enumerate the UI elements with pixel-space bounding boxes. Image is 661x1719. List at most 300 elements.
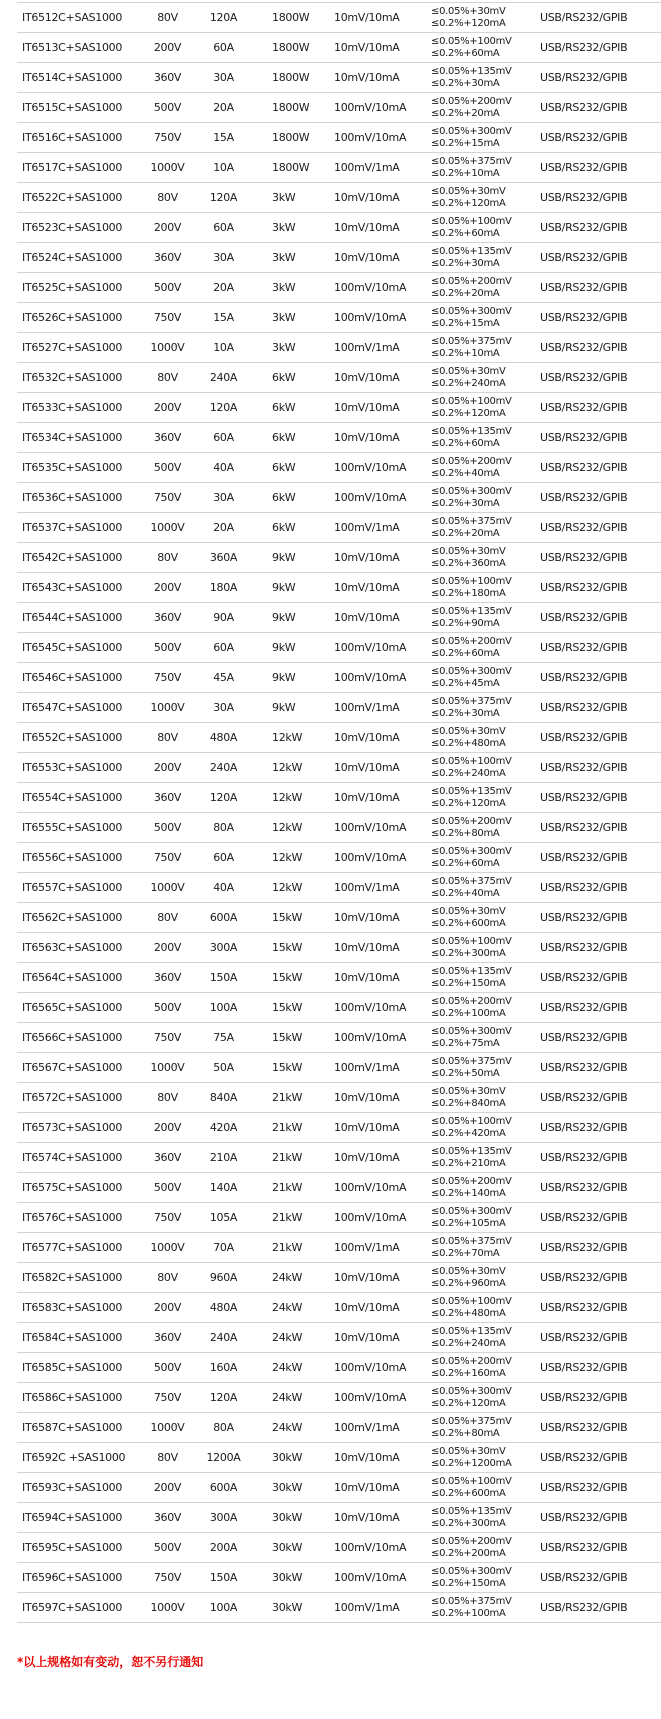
cell-accuracy	[431, 66, 540, 90]
cell-voltage: 500V	[153, 461, 182, 474]
cell-display: 100mV/10mA	[334, 671, 407, 684]
cell-power: 3kW	[272, 341, 296, 354]
accuracy-line: ≤0.2%+10mA	[431, 167, 500, 179]
table-row	[17, 32, 661, 62]
cell-display: 100mV/10mA	[334, 1541, 407, 1554]
accuracy-line: ≤0.2%+80mA	[431, 827, 500, 839]
cell-voltage: 200V	[153, 221, 182, 234]
cell-current: 420A	[209, 1121, 238, 1134]
accuracy-line: ≤0.05%+135mV	[431, 785, 512, 797]
cell-current: 300A	[209, 941, 238, 954]
cell-power: 30kW	[272, 1571, 303, 1584]
accuracy-line: ≤0.2%+240mA	[431, 377, 506, 389]
cell-power: 24kW	[272, 1361, 303, 1374]
cell-voltage: 200V	[153, 401, 182, 414]
cell-current: 160A	[209, 1361, 238, 1374]
cell-power: 12kW	[272, 881, 303, 894]
cell-accuracy	[431, 1596, 540, 1620]
cell-display: 10mV/10mA	[334, 1121, 400, 1134]
cell-voltage: 360V	[153, 791, 182, 804]
cell-model: IT6564C+SAS1000	[22, 971, 123, 984]
cell-power: 1800W	[272, 161, 310, 174]
cell-power: 1800W	[272, 101, 310, 114]
spec-table	[17, 2, 661, 1623]
cell-model: IT6584C+SAS1000	[22, 1331, 123, 1344]
cell-model: IT6592C +SAS1000	[22, 1451, 126, 1464]
cell-power: 30kW	[272, 1541, 303, 1554]
cell-model: IT6557C+SAS1000	[22, 881, 123, 894]
accuracy-line: ≤0.05%+30mV	[431, 1445, 506, 1457]
accuracy-line: ≤0.05%+375mV	[431, 155, 512, 167]
accuracy-line: ≤0.05%+375mV	[431, 1595, 512, 1607]
cell-power: 6kW	[272, 431, 296, 444]
table-row	[17, 542, 661, 572]
cell-current: 90A	[213, 611, 234, 624]
cell-display: 10mV/10mA	[334, 1091, 400, 1104]
cell-model: IT6562C+SAS1000	[22, 911, 123, 924]
accuracy-line: ≤0.05%+300mV	[431, 1565, 512, 1577]
cell-display: 100mV/10mA	[334, 1361, 407, 1374]
cell-model: IT6597C+SAS1000	[22, 1601, 123, 1614]
cell-voltage: 360V	[153, 1511, 182, 1524]
cell-power: 3kW	[272, 311, 296, 324]
cell-voltage: 1000V	[150, 1241, 185, 1254]
table-row	[17, 602, 661, 632]
accuracy-line: ≤0.05%+100mV	[431, 755, 512, 767]
table-row	[17, 212, 661, 242]
cell-voltage: 360V	[153, 611, 182, 624]
cell-current: 140A	[209, 1181, 238, 1194]
cell-current: 480A	[209, 731, 238, 744]
cell-display: 100mV/1mA	[334, 521, 400, 534]
accuracy-line: ≤0.2%+40mA	[431, 467, 500, 479]
table-row	[17, 2, 661, 32]
cell-interface: USB/RS232/GPIB	[540, 101, 628, 114]
accuracy-line: ≤0.05%+30mV	[431, 365, 506, 377]
accuracy-line: ≤0.05%+200mV	[431, 815, 512, 827]
cell-power: 30kW	[272, 1481, 303, 1494]
cell-display: 10mV/10mA	[334, 551, 400, 564]
cell-interface: USB/RS232/GPIB	[540, 1181, 628, 1194]
accuracy-line: ≤0.05%+30mV	[431, 725, 506, 737]
cell-voltage: 80V	[157, 1451, 178, 1464]
table-row	[17, 572, 661, 602]
cell-current: 75A	[213, 1031, 234, 1044]
cell-accuracy	[431, 216, 540, 240]
accuracy-line: ≤0.05%+100mV	[431, 575, 512, 587]
accuracy-line: ≤0.05%+30mV	[431, 1265, 506, 1277]
cell-display: 100mV/10mA	[334, 101, 407, 114]
cell-current: 20A	[213, 521, 234, 534]
table-row	[17, 272, 661, 302]
cell-power: 9kW	[272, 671, 296, 684]
cell-interface: USB/RS232/GPIB	[540, 761, 628, 774]
cell-display: 10mV/10mA	[334, 1271, 400, 1284]
cell-current: 80A	[213, 1421, 234, 1434]
cell-current: 120A	[209, 191, 238, 204]
cell-display: 10mV/10mA	[334, 1301, 400, 1314]
cell-voltage: 1000V	[150, 521, 185, 534]
cell-accuracy	[431, 1056, 540, 1080]
cell-display: 10mV/10mA	[334, 401, 400, 414]
accuracy-line: ≤0.2%+120mA	[431, 1397, 506, 1409]
cell-accuracy	[431, 546, 540, 570]
accuracy-line: ≤0.05%+375mV	[431, 335, 512, 347]
accuracy-line: ≤0.05%+135mV	[431, 1145, 512, 1157]
cell-power: 30kW	[272, 1451, 303, 1464]
cell-current: 150A	[209, 1571, 238, 1584]
accuracy-line: ≤0.2%+60mA	[431, 857, 500, 869]
cell-display: 10mV/10mA	[334, 971, 400, 984]
accuracy-line: ≤0.2%+140mA	[431, 1187, 506, 1199]
cell-model: IT6583C+SAS1000	[22, 1301, 123, 1314]
cell-power: 9kW	[272, 701, 296, 714]
cell-accuracy	[431, 756, 540, 780]
cell-interface: USB/RS232/GPIB	[540, 1211, 628, 1224]
accuracy-line: ≤0.2%+30mA	[431, 77, 500, 89]
cell-interface: USB/RS232/GPIB	[540, 911, 628, 924]
cell-model: IT6526C+SAS1000	[22, 311, 123, 324]
cell-model: IT6525C+SAS1000	[22, 281, 123, 294]
cell-accuracy	[431, 246, 540, 270]
cell-voltage: 200V	[153, 761, 182, 774]
accuracy-line: ≤0.2%+70mA	[431, 1247, 500, 1259]
cell-voltage: 80V	[157, 1091, 178, 1104]
cell-model: IT6572C+SAS1000	[22, 1091, 123, 1104]
cell-accuracy	[431, 6, 540, 30]
cell-model: IT6536C+SAS1000	[22, 491, 123, 504]
table-row	[17, 1562, 661, 1592]
cell-accuracy	[431, 366, 540, 390]
cell-voltage: 1000V	[150, 1061, 185, 1074]
cell-power: 6kW	[272, 521, 296, 534]
accuracy-line: ≤0.05%+300mV	[431, 845, 512, 857]
cell-accuracy	[431, 876, 540, 900]
cell-interface: USB/RS232/GPIB	[540, 41, 628, 54]
accuracy-line: ≤0.05%+200mV	[431, 95, 512, 107]
table-row	[17, 1112, 661, 1142]
accuracy-line: ≤0.05%+300mV	[431, 665, 512, 677]
cell-model: IT6545C+SAS1000	[22, 641, 123, 654]
accuracy-line: ≤0.05%+30mV	[431, 185, 506, 197]
cell-voltage: 500V	[153, 1001, 182, 1014]
cell-accuracy	[431, 156, 540, 180]
table-row	[17, 92, 661, 122]
cell-voltage: 200V	[153, 581, 182, 594]
spec-change-footnote: *以上规格如有变动，恕不另行通知	[17, 1655, 204, 1669]
cell-accuracy	[431, 1356, 540, 1380]
cell-display: 100mV/1mA	[334, 881, 400, 894]
cell-current: 15A	[213, 131, 234, 144]
cell-interface: USB/RS232/GPIB	[540, 1571, 628, 1584]
table-row	[17, 902, 661, 932]
cell-power: 15kW	[272, 971, 303, 984]
accuracy-line: ≤0.05%+200mV	[431, 1175, 512, 1187]
cell-interface: USB/RS232/GPIB	[540, 1451, 628, 1464]
cell-current: 360A	[209, 551, 238, 564]
cell-display: 100mV/1mA	[334, 1241, 400, 1254]
cell-interface: USB/RS232/GPIB	[540, 1061, 628, 1074]
table-row	[17, 332, 661, 362]
cell-interface: USB/RS232/GPIB	[540, 1391, 628, 1404]
cell-accuracy	[431, 126, 540, 150]
cell-interface: USB/RS232/GPIB	[540, 1511, 628, 1524]
cell-display: 10mV/10mA	[334, 11, 400, 24]
cell-interface: USB/RS232/GPIB	[540, 671, 628, 684]
cell-model: IT6566C+SAS1000	[22, 1031, 123, 1044]
accuracy-line: ≤0.2%+30mA	[431, 707, 500, 719]
cell-model: IT6553C+SAS1000	[22, 761, 123, 774]
cell-interface: USB/RS232/GPIB	[540, 161, 628, 174]
cell-display: 10mV/10mA	[334, 1481, 400, 1494]
accuracy-line: ≤0.05%+30mV	[431, 1085, 506, 1097]
cell-model: IT6555C+SAS1000	[22, 821, 123, 834]
table-row	[17, 302, 661, 332]
cell-power: 12kW	[272, 731, 303, 744]
cell-display: 100mV/10mA	[334, 461, 407, 474]
cell-voltage: 500V	[153, 1541, 182, 1554]
cell-interface: USB/RS232/GPIB	[540, 791, 628, 804]
cell-display: 10mV/10mA	[334, 1451, 400, 1464]
cell-accuracy	[431, 606, 540, 630]
cell-accuracy	[431, 996, 540, 1020]
cell-model: IT6514C+SAS1000	[22, 71, 123, 84]
cell-voltage: 80V	[157, 1271, 178, 1284]
cell-current: 15A	[213, 311, 234, 324]
table-row	[17, 422, 661, 452]
cell-voltage: 1000V	[150, 881, 185, 894]
table-row	[17, 842, 661, 872]
cell-power: 1800W	[272, 11, 310, 24]
cell-power: 9kW	[272, 581, 296, 594]
cell-model: IT6563C+SAS1000	[22, 941, 123, 954]
cell-model: IT6595C+SAS1000	[22, 1541, 123, 1554]
cell-accuracy	[431, 36, 540, 60]
cell-current: 20A	[213, 281, 234, 294]
accuracy-line: ≤0.05%+100mV	[431, 1115, 512, 1127]
accuracy-line: ≤0.05%+300mV	[431, 1385, 512, 1397]
cell-interface: USB/RS232/GPIB	[540, 1151, 628, 1164]
cell-voltage: 750V	[153, 1571, 182, 1584]
cell-current: 180A	[209, 581, 238, 594]
cell-power: 15kW	[272, 941, 303, 954]
cell-current: 60A	[213, 431, 234, 444]
cell-display: 10mV/10mA	[334, 251, 400, 264]
cell-current: 840A	[209, 1091, 238, 1104]
cell-display: 100mV/10mA	[334, 641, 407, 654]
cell-interface: USB/RS232/GPIB	[540, 11, 628, 24]
cell-voltage: 80V	[157, 11, 178, 24]
accuracy-line: ≤0.05%+300mV	[431, 305, 512, 317]
cell-display: 100mV/10mA	[334, 491, 407, 504]
cell-voltage: 750V	[153, 311, 182, 324]
table-row	[17, 992, 661, 1022]
accuracy-line: ≤0.05%+200mV	[431, 455, 512, 467]
cell-accuracy	[431, 666, 540, 690]
cell-accuracy	[431, 1116, 540, 1140]
cell-voltage: 750V	[153, 851, 182, 864]
cell-power: 6kW	[272, 401, 296, 414]
accuracy-line: ≤0.05%+100mV	[431, 1295, 512, 1307]
cell-model: IT6546C+SAS1000	[22, 671, 123, 684]
table-row	[17, 1172, 661, 1202]
cell-interface: USB/RS232/GPIB	[540, 1271, 628, 1284]
cell-power: 21kW	[272, 1091, 303, 1104]
cell-current: 120A	[209, 401, 238, 414]
cell-power: 24kW	[272, 1421, 303, 1434]
cell-power: 30kW	[272, 1511, 303, 1524]
cell-interface: USB/RS232/GPIB	[540, 1361, 628, 1374]
accuracy-line: ≤0.05%+135mV	[431, 1505, 512, 1517]
accuracy-line: ≤0.05%+100mV	[431, 395, 512, 407]
cell-model: IT6577C+SAS1000	[22, 1241, 123, 1254]
cell-model: IT6585C+SAS1000	[22, 1361, 123, 1374]
accuracy-line: ≤0.2%+160mA	[431, 1367, 506, 1379]
cell-current: 40A	[213, 461, 234, 474]
cell-display: 100mV/10mA	[334, 311, 407, 324]
cell-model: IT6567C+SAS1000	[22, 1061, 123, 1074]
cell-voltage: 750V	[153, 491, 182, 504]
cell-accuracy	[431, 726, 540, 750]
cell-current: 70A	[213, 1241, 234, 1254]
cell-voltage: 500V	[153, 101, 182, 114]
cell-display: 100mV/1mA	[334, 1601, 400, 1614]
cell-interface: USB/RS232/GPIB	[540, 941, 628, 954]
cell-interface: USB/RS232/GPIB	[540, 1241, 628, 1254]
cell-voltage: 80V	[157, 551, 178, 564]
table-row	[17, 962, 661, 992]
cell-current: 20A	[213, 101, 234, 114]
accuracy-line: ≤0.2%+100mA	[431, 1007, 506, 1019]
cell-interface: USB/RS232/GPIB	[540, 821, 628, 834]
cell-power: 3kW	[272, 221, 296, 234]
cell-voltage: 360V	[153, 431, 182, 444]
table-row	[17, 812, 661, 842]
cell-interface: USB/RS232/GPIB	[540, 1481, 628, 1494]
cell-interface: USB/RS232/GPIB	[540, 251, 628, 264]
cell-interface: USB/RS232/GPIB	[540, 1091, 628, 1104]
cell-accuracy	[431, 336, 540, 360]
cell-accuracy	[431, 936, 540, 960]
cell-interface: USB/RS232/GPIB	[540, 311, 628, 324]
cell-current: 120A	[209, 791, 238, 804]
cell-power: 21kW	[272, 1151, 303, 1164]
cell-model: IT6582C+SAS1000	[22, 1271, 123, 1284]
cell-current: 240A	[209, 371, 238, 384]
cell-model: IT6547C+SAS1000	[22, 701, 123, 714]
table-row	[17, 1292, 661, 1322]
cell-power: 1800W	[272, 41, 310, 54]
cell-interface: USB/RS232/GPIB	[540, 341, 628, 354]
cell-power: 12kW	[272, 851, 303, 864]
cell-current: 60A	[213, 851, 234, 864]
cell-display: 10mV/10mA	[334, 581, 400, 594]
cell-power: 3kW	[272, 281, 296, 294]
cell-accuracy	[431, 186, 540, 210]
cell-interface: USB/RS232/GPIB	[540, 491, 628, 504]
cell-current: 1200A	[206, 1451, 241, 1464]
cell-power: 24kW	[272, 1301, 303, 1314]
accuracy-line: ≤0.2%+150mA	[431, 1577, 506, 1589]
cell-voltage: 500V	[153, 281, 182, 294]
cell-power: 9kW	[272, 641, 296, 654]
cell-interface: USB/RS232/GPIB	[540, 701, 628, 714]
cell-display: 10mV/10mA	[334, 71, 400, 84]
accuracy-line: ≤0.2%+240mA	[431, 1337, 506, 1349]
cell-display: 10mV/10mA	[334, 1331, 400, 1344]
cell-current: 100A	[209, 1001, 238, 1014]
cell-model: IT6594C+SAS1000	[22, 1511, 123, 1524]
cell-interface: USB/RS232/GPIB	[540, 581, 628, 594]
accuracy-line: ≤0.05%+375mV	[431, 875, 512, 887]
cell-accuracy	[431, 966, 540, 990]
cell-display: 100mV/10mA	[334, 1001, 407, 1014]
cell-power: 3kW	[272, 251, 296, 264]
accuracy-line: ≤0.2%+60mA	[431, 437, 500, 449]
cell-power: 15kW	[272, 1031, 303, 1044]
cell-display: 10mV/10mA	[334, 221, 400, 234]
accuracy-line: ≤0.2%+105mA	[431, 1217, 506, 1229]
cell-display: 100mV/1mA	[334, 701, 400, 714]
accuracy-line: ≤0.2%+600mA	[431, 917, 506, 929]
accuracy-line: ≤0.2%+150mA	[431, 977, 506, 989]
cell-power: 12kW	[272, 821, 303, 834]
cell-current: 80A	[213, 821, 234, 834]
accuracy-line: ≤0.2%+180mA	[431, 587, 506, 599]
accuracy-line: ≤0.2%+40mA	[431, 887, 500, 899]
accuracy-line: ≤0.2%+90mA	[431, 617, 500, 629]
cell-model: IT6576C+SAS1000	[22, 1211, 123, 1224]
cell-voltage: 500V	[153, 641, 182, 654]
table-row	[17, 1232, 661, 1262]
cell-voltage: 750V	[153, 1211, 182, 1224]
table-row	[17, 872, 661, 902]
cell-interface: USB/RS232/GPIB	[540, 1301, 628, 1314]
table-row	[17, 1382, 661, 1412]
table-row	[17, 722, 661, 752]
cell-power: 3kW	[272, 191, 296, 204]
table-row	[17, 452, 661, 482]
table-row	[17, 152, 661, 182]
table-row	[17, 1262, 661, 1292]
cell-display: 100mV/1mA	[334, 161, 400, 174]
cell-power: 21kW	[272, 1211, 303, 1224]
cell-current: 105A	[209, 1211, 238, 1224]
cell-power: 21kW	[272, 1121, 303, 1134]
cell-interface: USB/RS232/GPIB	[540, 191, 628, 204]
cell-display: 10mV/10mA	[334, 371, 400, 384]
table-row	[17, 1322, 661, 1352]
cell-accuracy	[431, 1506, 540, 1530]
cell-model: IT6515C+SAS1000	[22, 101, 123, 114]
accuracy-line: ≤0.05%+100mV	[431, 215, 512, 227]
cell-current: 60A	[213, 41, 234, 54]
cell-display: 100mV/10mA	[334, 1181, 407, 1194]
cell-model: IT6552C+SAS1000	[22, 731, 123, 744]
cell-power: 1800W	[272, 131, 310, 144]
accuracy-line: ≤0.2%+300mA	[431, 1517, 506, 1529]
cell-interface: USB/RS232/GPIB	[540, 221, 628, 234]
cell-current: 50A	[213, 1061, 234, 1074]
accuracy-line: ≤0.2%+420mA	[431, 1127, 506, 1139]
cell-current: 240A	[209, 1331, 238, 1344]
cell-accuracy	[431, 576, 540, 600]
table-row	[17, 182, 661, 212]
accuracy-line: ≤0.2%+80mA	[431, 1427, 500, 1439]
accuracy-line: ≤0.05%+135mV	[431, 65, 512, 77]
cell-accuracy	[431, 786, 540, 810]
cell-voltage: 200V	[153, 941, 182, 954]
